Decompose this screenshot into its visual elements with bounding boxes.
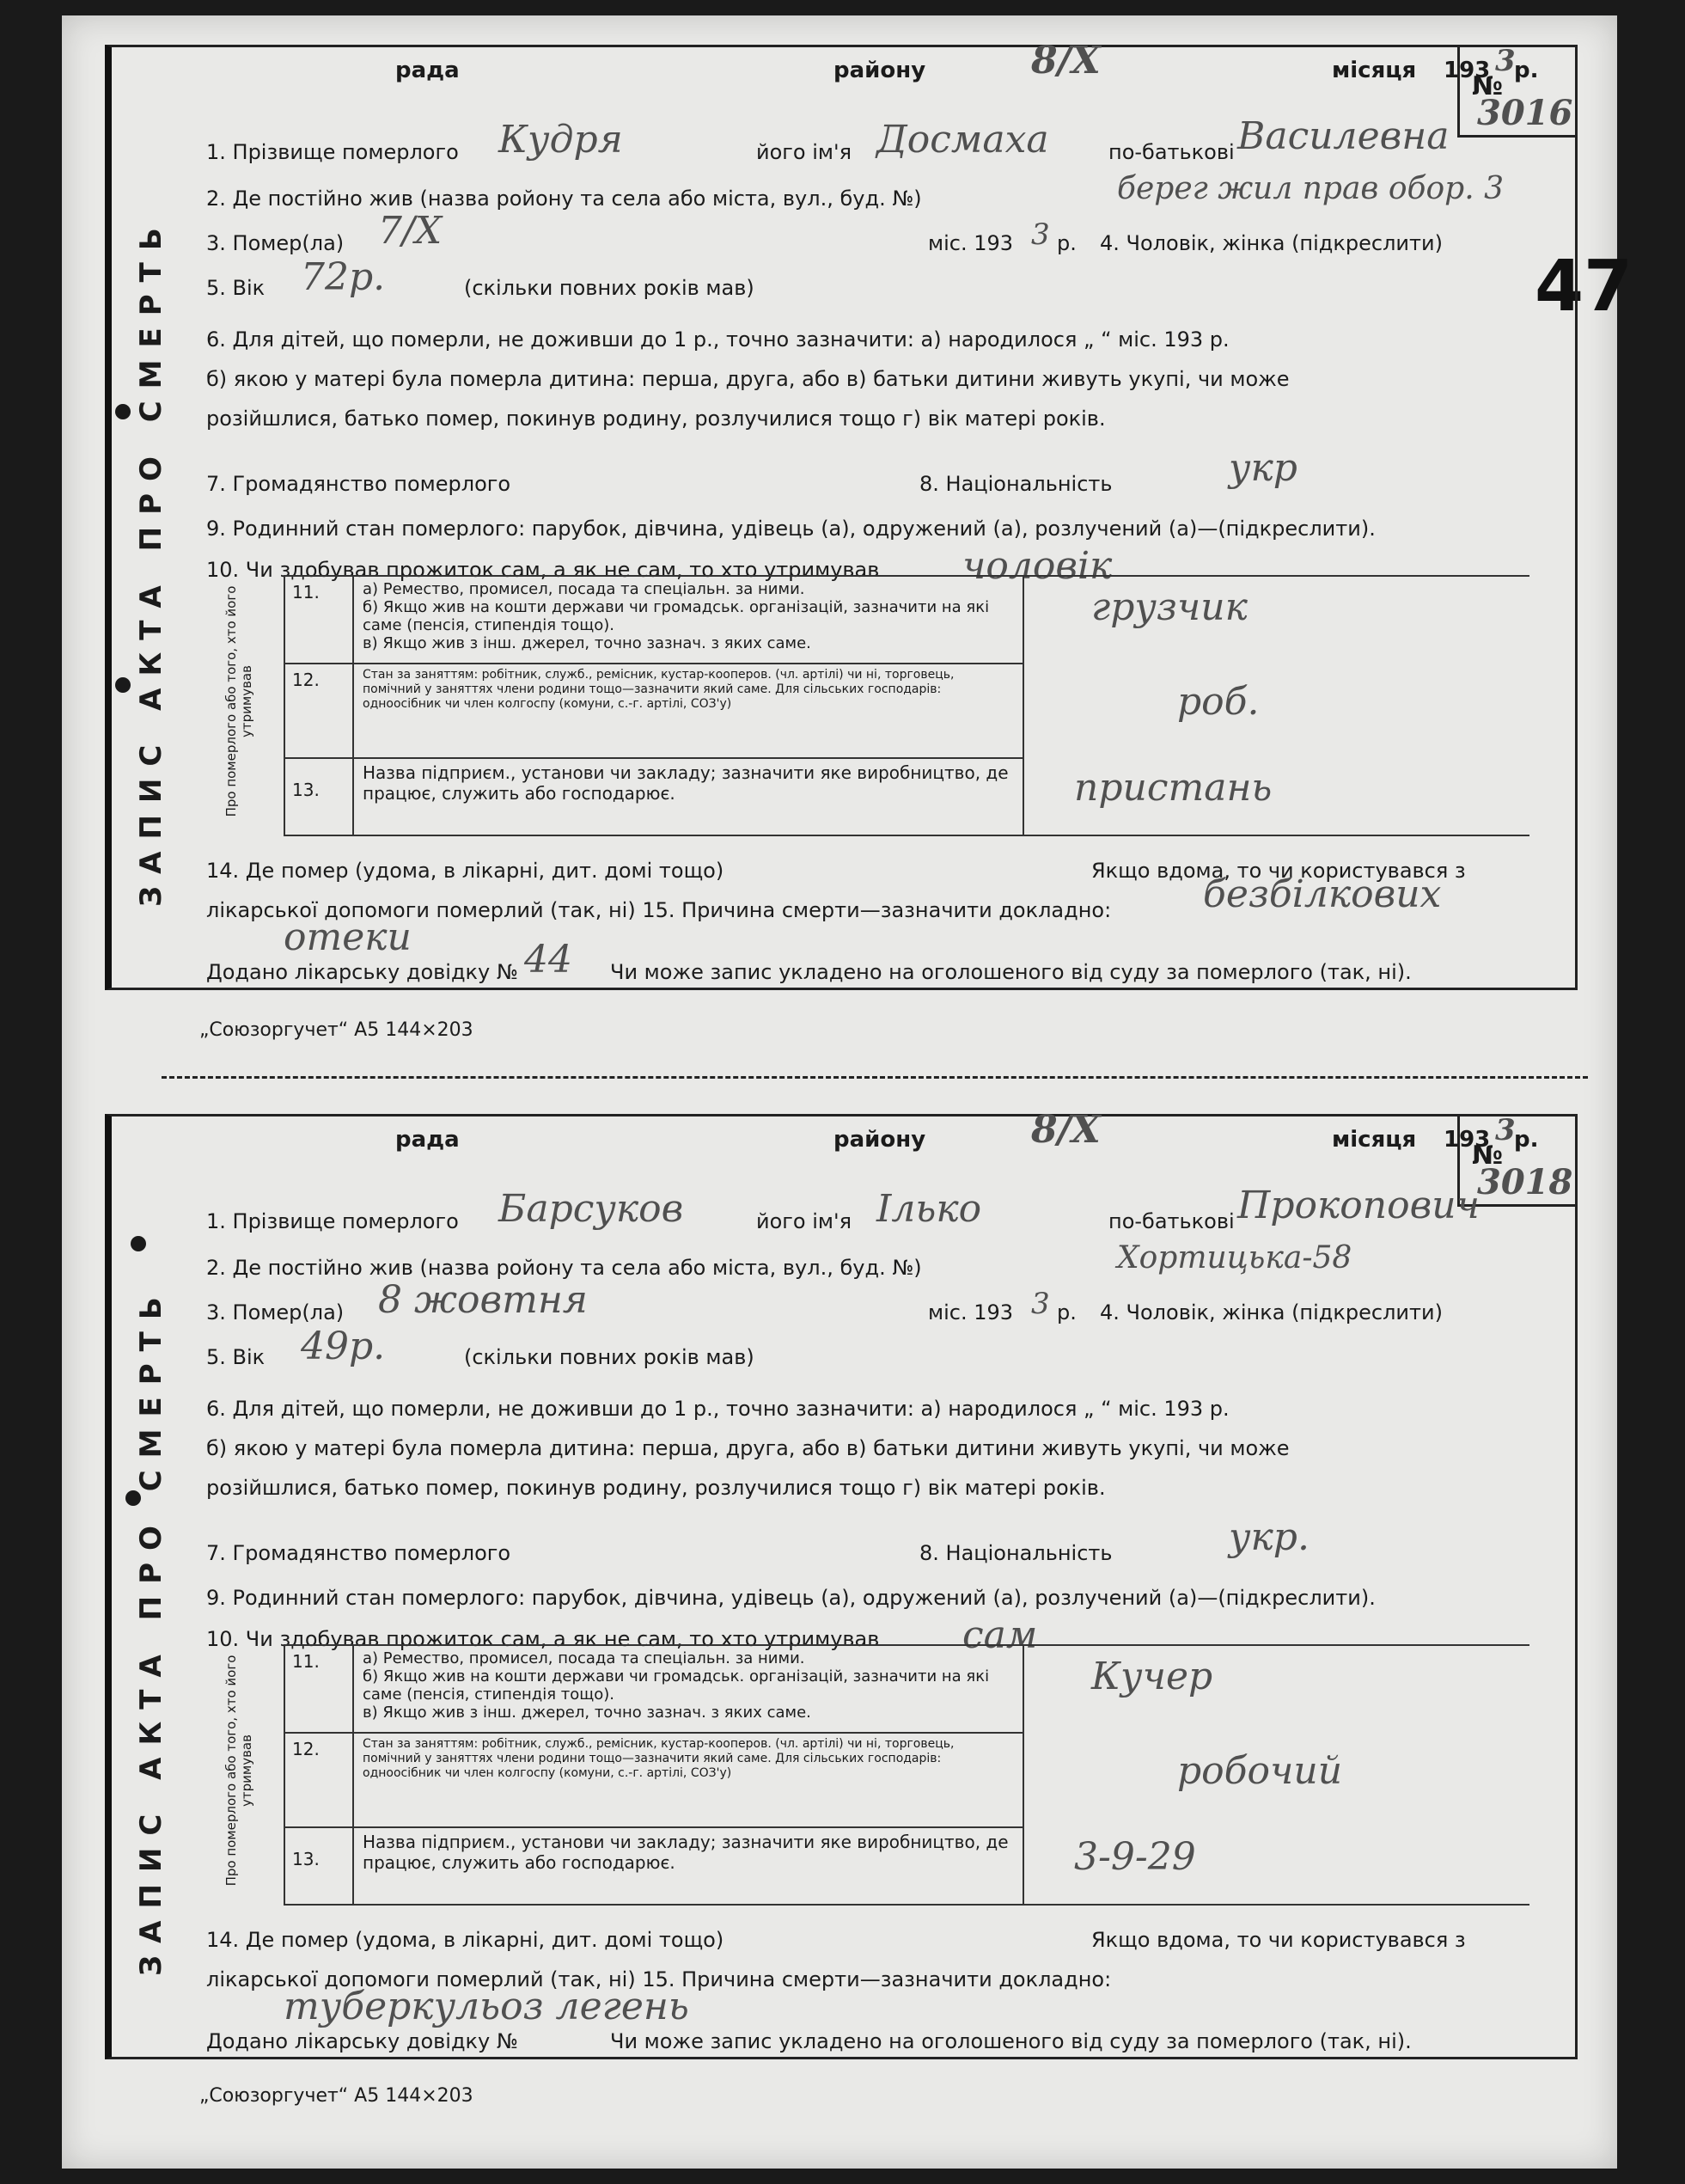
field-13-text: Назва підприєм., установи чи закладу; зазначити яке виробництво, де працює, служить або господарює. <box>363 1832 1009 1873</box>
home-help-label: Якщо вдома, то чи користувався з <box>1091 1928 1466 1952</box>
field-4-label: 4. Чоловік, жінка (підкреслити) <box>1100 1300 1443 1324</box>
age-value: 72р. <box>301 255 386 299</box>
field-11c: в) Якщо жив з інш. джерел, точно зазнач. з яких саме. <box>363 634 811 652</box>
nationality-value: укр. <box>1229 1515 1310 1559</box>
raion-label: району <box>833 1127 926 1153</box>
side-label-cell <box>215 1646 285 1904</box>
field-10-label: 10. Чи здобував прожиток сам, а як не сам, то хто утримував <box>206 1627 880 1651</box>
field-2 <box>206 171 1541 211</box>
field-3-label: 3. Помер(ла) <box>206 231 345 255</box>
field-1-label: 1. Прізвище померлого <box>206 1209 459 1233</box>
field-2-label: 2. Де постійно жив (назва ройону та села або міста, вул., буд. №) <box>206 187 922 211</box>
death-year-suffix: 3 <box>1031 1287 1050 1321</box>
cut-line <box>162 1076 1588 1079</box>
field-13-text: Назва підприєм., установи чи закладу; зазначити яке виробництво, де працює, служить або господарює. <box>363 762 1009 804</box>
field-11-text <box>363 580 1016 652</box>
field-11a: а) Ремество, промисел, посада та спеціальн. за ними. <box>363 1649 805 1667</box>
cause-value-2: отеки <box>284 915 412 959</box>
field-14-label: 14. Де помер (удома, в лікарні, дит. домі тощо) <box>206 859 724 883</box>
month-label: місяця <box>1332 1127 1417 1153</box>
cert-label: Додано лікарську довідку № <box>206 2029 518 2053</box>
patronymic-label: по-батькові <box>1108 140 1235 164</box>
field-12-text: Стан за заняттям: робітник, служб., ремісник, кустар-кооперов. (чл. артілі) чи ні, торговець, помічний у заняттях члени родини тощо—зазначити який саме. Для сільських господарів: одноосібник чи член колгоспу (комуни, с.-г. артілі, СОЗ'у) <box>363 668 955 711</box>
field-11-num: 11. <box>292 1651 320 1672</box>
field-11a: а) Ремество, промисел, посада та спеціальн. за ними. <box>363 580 805 598</box>
address-value: Хортицька-58 <box>1117 1240 1352 1276</box>
field-8-label: 8. Національність <box>919 472 1113 496</box>
row-divider <box>284 1826 1023 1828</box>
nationality-value: укр <box>1229 446 1297 490</box>
vertical-title: ЗАПИС АКТА ПРО СМЕРТЬ <box>134 216 168 907</box>
field-6-line3: розійшлися, батько помер, покинув родину, розлучилися тощо г) вік матері років. <box>206 1476 1106 1500</box>
r-label: р. <box>1514 1127 1539 1153</box>
record-number: 3016 <box>1477 93 1573 133</box>
profession-value: Кучер <box>1091 1655 1213 1698</box>
age-note: (скільки повних років мав) <box>464 1345 754 1369</box>
field-13-num: 13. <box>292 1849 320 1869</box>
field-6-line2: б) якою у матері була померла дитина: перша, друга, або в) батьки дитини живуть укупі, чи може <box>206 367 1290 391</box>
name-value: Ілько <box>876 1187 982 1231</box>
patronymic-value: Василевна <box>1237 114 1450 158</box>
cause-value: безбілкових <box>1203 872 1442 916</box>
field-4-label: 4. Чоловік, жінка (підкреслити) <box>1100 231 1443 255</box>
field-1-label: 1. Прізвище померлого <box>206 140 459 164</box>
occupation-table <box>223 1644 1529 1906</box>
row-divider <box>284 663 1023 664</box>
age-value: 49р. <box>301 1324 386 1368</box>
court-label: Чи може запис укладено на оголошеного від суду за померлого (так, ні). <box>610 2029 1412 2053</box>
field-6-line1: 6. Для дітей, що померли, не доживши до 1 р., точно зазначити: а) народилося „ “ міс. 193 р. <box>206 1397 1230 1421</box>
field-7-label: 7. Громадянство померлого <box>206 472 511 496</box>
cause-value-2: туберкульоз легень <box>284 1985 689 2028</box>
field-5-label: 5. Вік <box>206 1345 266 1369</box>
rada-label: рада <box>395 1127 460 1153</box>
r-label: р. <box>1514 58 1539 83</box>
vertical-title: ЗАПИС АКТА ПРО СМЕРТЬ <box>134 1285 168 1976</box>
name-value: Досмаха <box>876 118 1049 162</box>
cert-number-value: 44 <box>524 938 572 982</box>
cert-label: Додано лікарську довідку № <box>206 960 518 984</box>
field-3-label: 3. Помер(ла) <box>206 1300 345 1324</box>
supported-by-value: чоловік <box>962 544 1113 588</box>
court-label: Чи може запис укладено на оголошеного від суду за померлого (так, ні). <box>610 960 1412 984</box>
header-day: 8/X <box>1031 39 1101 83</box>
death-date-value: 7/Х <box>378 209 443 253</box>
margin-page-number: 47 <box>1535 246 1633 327</box>
field-11c: в) Якщо жив з інш. джерел, точно зазнач. з яких саме. <box>363 1704 811 1722</box>
patronymic-value: Прокопович <box>1237 1184 1480 1227</box>
printer-footer: „Союзоргучет“ А5 144×203 <box>199 1019 473 1041</box>
field-11-num: 11. <box>292 582 320 603</box>
field-11b: б) Якщо жив на кошти держави чи громадськ. організацій, зазначити на які саме (пенсія, стипендія тощо). <box>363 1667 990 1704</box>
year-suffix: 3 <box>1495 44 1516 78</box>
number-sign: № <box>1472 71 1504 101</box>
death-record-form <box>105 39 1578 990</box>
number-sign: № <box>1472 1141 1504 1171</box>
side-label: Про померлого або того, хто його утримував <box>223 1655 254 1887</box>
field-5-label: 5. Вік <box>206 276 266 300</box>
side-label-cell <box>215 577 285 835</box>
field-8-label: 8. Національність <box>919 1541 1113 1565</box>
field-12-num: 12. <box>292 670 320 690</box>
field-6-line3: розійшлися, батько помер, покинув родину, розлучилися тощо г) вік матері років. <box>206 407 1106 431</box>
patronymic-label: по-батькові <box>1108 1209 1235 1233</box>
workplace-value: пристань <box>1074 766 1273 810</box>
death-year-suffix: 3 <box>1031 217 1050 252</box>
row-divider <box>284 757 1023 759</box>
field-11-text <box>363 1649 1016 1722</box>
year-label: 193 <box>1444 1127 1491 1153</box>
header-day: 8/X <box>1031 1108 1101 1152</box>
field-9: 9. Родинний стан померлого: парубок, дівчина, удівець (а), одружений (а), розлучений (а)—(підкреслити). <box>206 517 1376 541</box>
month-label: місяця <box>1332 58 1417 83</box>
supported-by-value: сам <box>962 1613 1038 1657</box>
side-label: Про померлого або того, хто його утримував <box>223 585 254 817</box>
field-9: 9. Родинний стан померлого: парубок, дівчина, удівець (а), одружений (а), розлучений (а)—(підкреслити). <box>206 1586 1376 1610</box>
field-11b: б) Якщо жив на кошти держави чи громадськ. організацій, зазначити на які саме (пенсія, стипендія тощо). <box>363 598 990 634</box>
status-value: робочий <box>1177 1749 1343 1793</box>
field-7-label: 7. Громадянство померлого <box>206 1541 511 1565</box>
field-6-line2: б) якою у матері була померла дитина: перша, друга, або в) батьки дитини живуть укупі, чи може <box>206 1436 1290 1460</box>
month-year-label: міс. 193 <box>928 231 1014 255</box>
rada-label: рада <box>395 58 460 83</box>
field-2-label: 2. Де постійно жив (назва ройону та села або міста, вул., буд. №) <box>206 1256 922 1280</box>
field-12-num: 12. <box>292 1739 320 1759</box>
year-suffix: 3 <box>1495 1113 1516 1147</box>
profession-value: грузчик <box>1091 585 1248 629</box>
occupation-table <box>223 575 1529 836</box>
field-6-line1: 6. Для дітей, що померли, не доживши до 1 р., точно зазначити: а) народилося „ “ міс. 193 р. <box>206 327 1230 352</box>
printer-footer: „Союзоргучет“ А5 144×203 <box>199 2085 473 2107</box>
name-label: його ім'я <box>756 1209 852 1233</box>
field-13-num: 13. <box>292 780 320 800</box>
field-15-label: лікарської допомоги померлий (так, ні) 15. Причина смерти—зазначити докладно: <box>206 1967 1112 1991</box>
field-15-label: лікарської допомоги померлий (так, ні) 15. Причина смерти—зазначити докладно: <box>206 898 1112 922</box>
field-14-label: 14. Де помер (удома, в лікарні, дит. домі тощо) <box>206 1928 724 1952</box>
field-10-label: 10. Чи здобував прожиток сам, а як не сам, то хто утримував <box>206 558 880 582</box>
age-note: (скільки повних років мав) <box>464 276 754 300</box>
record-number: 3018 <box>1477 1162 1573 1202</box>
raion-label: району <box>833 58 926 83</box>
address-value: берег жил прав обор. 3 <box>1117 171 1504 206</box>
death-record-form <box>105 1108 1578 2059</box>
year-label: 193 <box>1444 58 1491 83</box>
r-label: р. <box>1057 231 1077 255</box>
status-value: роб. <box>1177 680 1260 724</box>
field-2 <box>206 1240 1541 1280</box>
surname-value: Барсуков <box>498 1187 684 1231</box>
name-label: його ім'я <box>756 140 852 164</box>
r-label: р. <box>1057 1300 1077 1324</box>
surname-value: Кудря <box>498 118 623 162</box>
workplace-value: 3-9-29 <box>1074 1835 1196 1879</box>
field-12-text: Стан за заняттям: робітник, служб., ремісник, кустар-кооперов. (чл. артілі) чи ні, торговець, помічний у заняттях члени родини тощо—зазначити який саме. Для сільських господарів: одноосібник чи член колгоспу (комуни, с.-г. артілі, СОЗ'у) <box>363 1737 955 1780</box>
home-help-label: Якщо вдома, то чи користувався з <box>1091 859 1466 883</box>
month-year-label: міс. 193 <box>928 1300 1014 1324</box>
death-date-value: 8 жовтня <box>378 1278 588 1322</box>
row-divider <box>284 1732 1023 1734</box>
